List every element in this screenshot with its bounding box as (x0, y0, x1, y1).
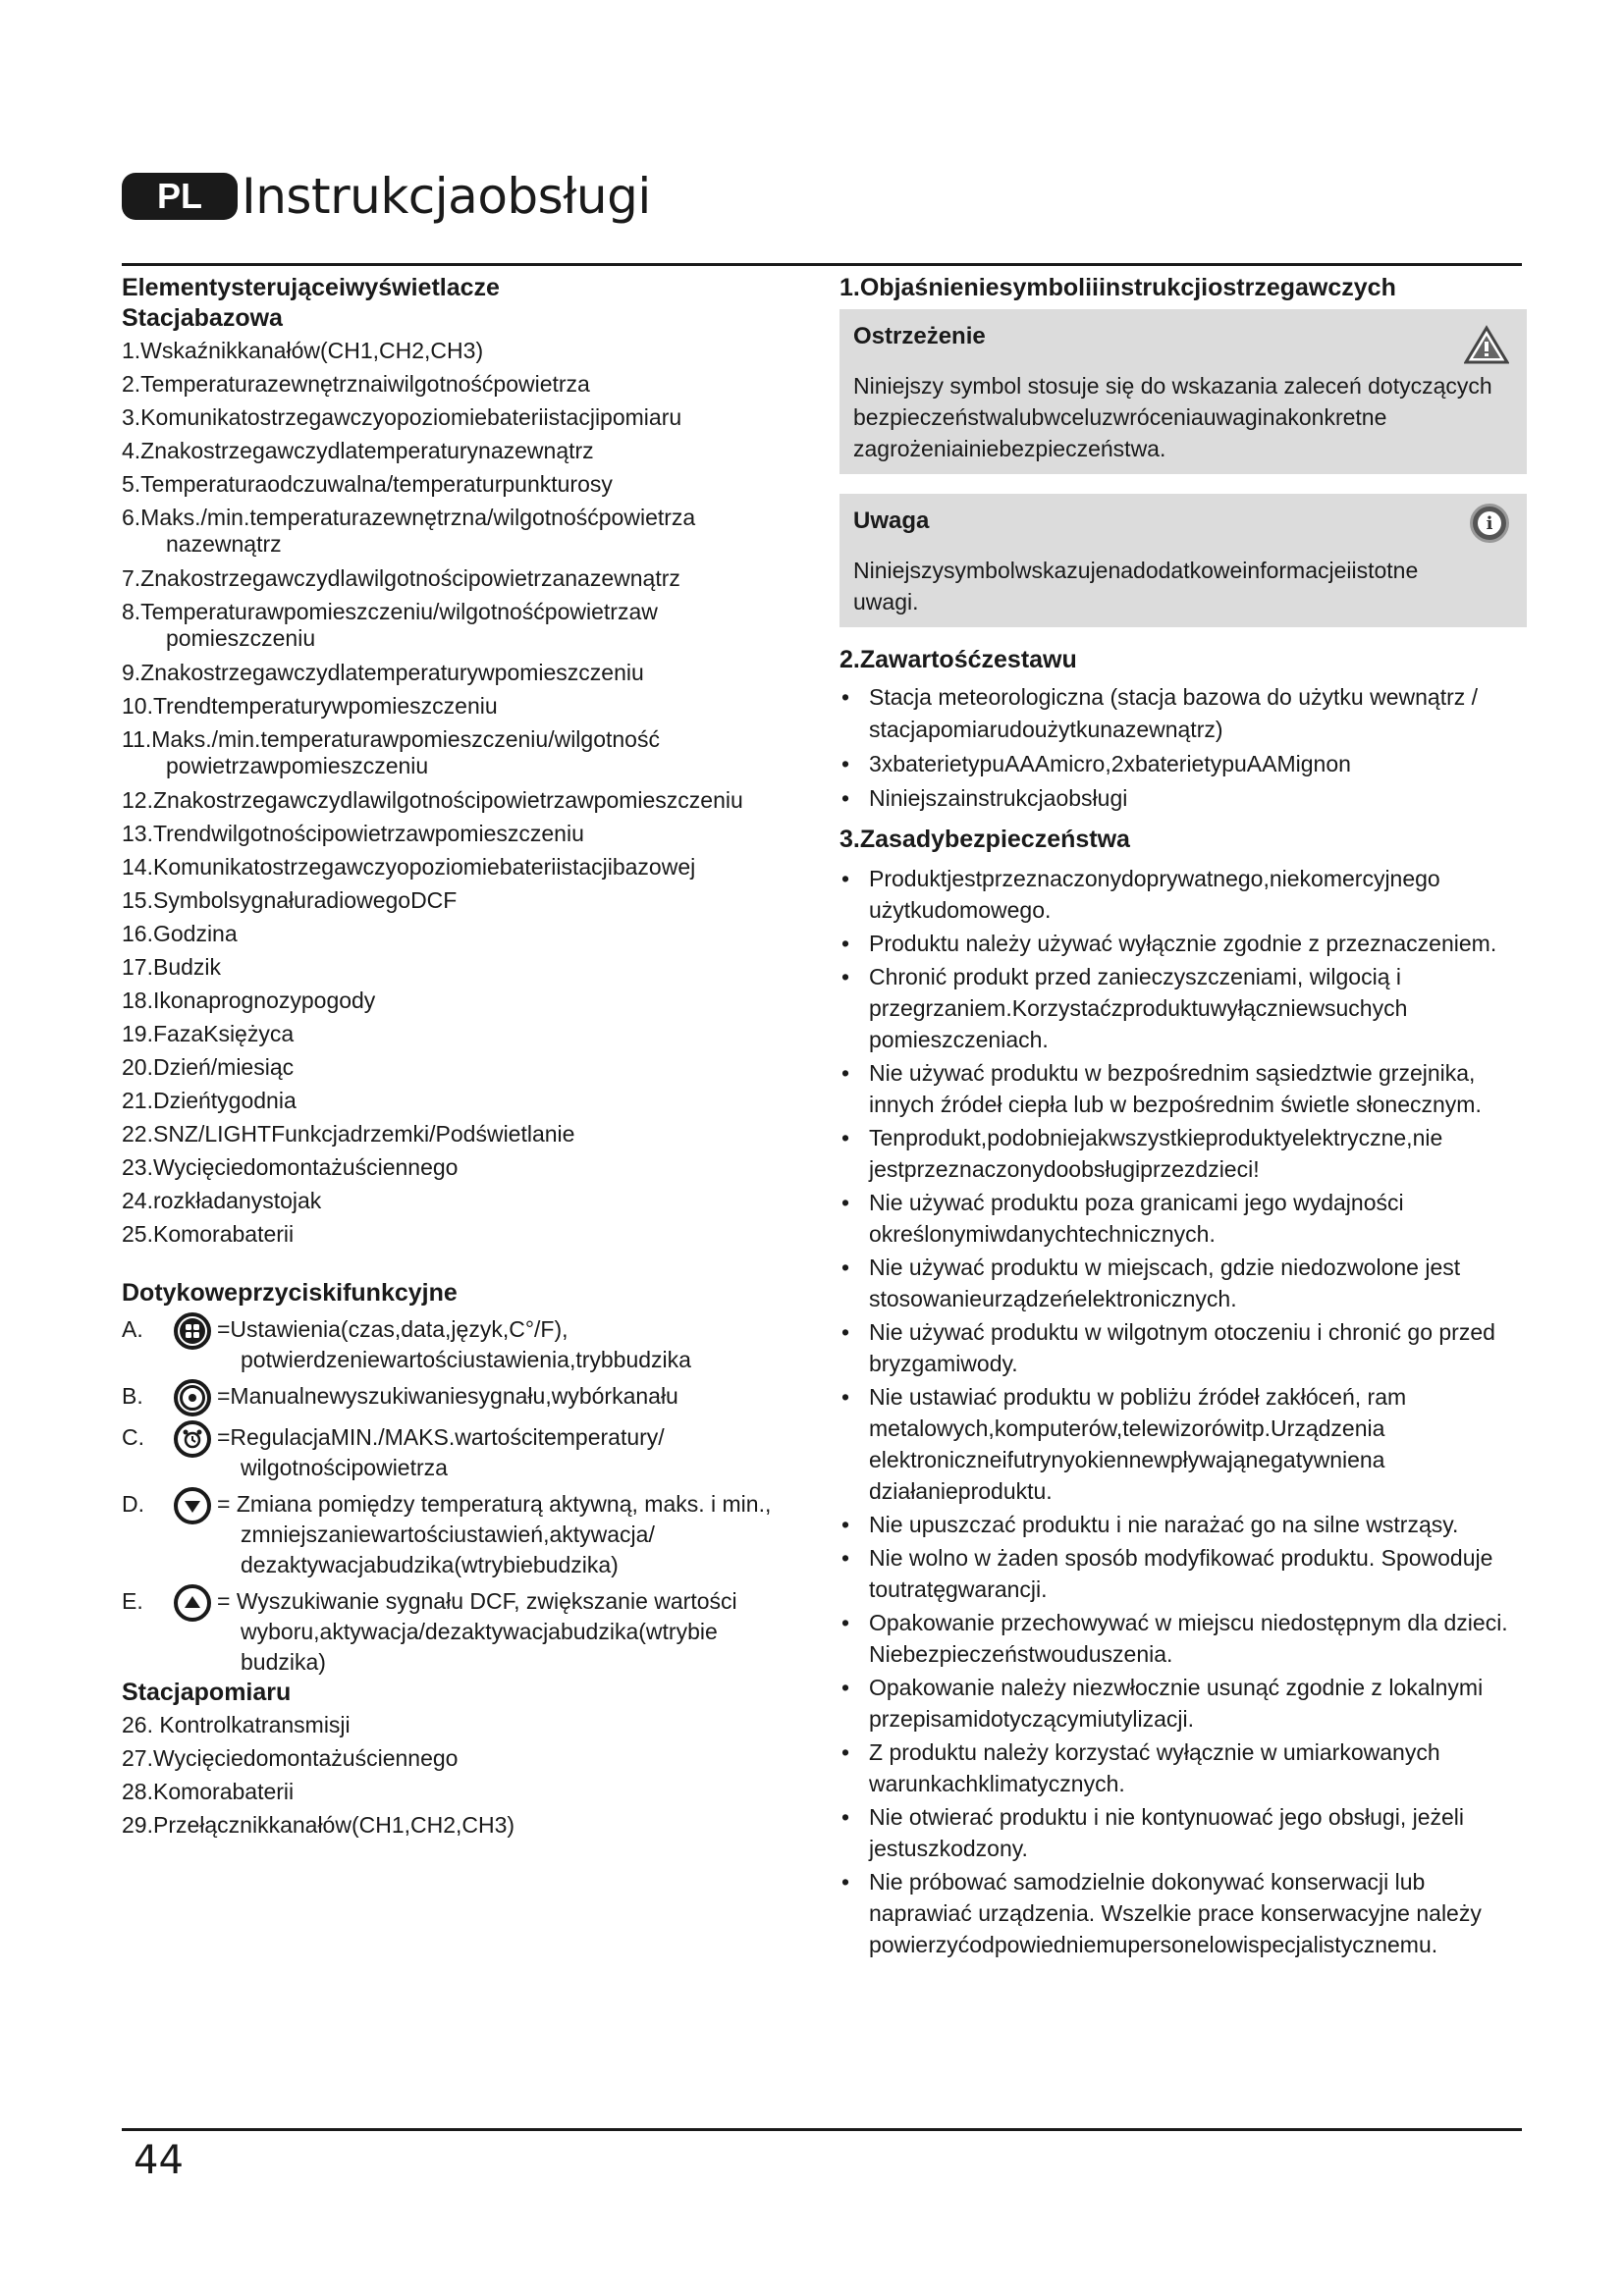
list-item: • Produktjestprzeznaczonydoprywatnego,niekomercyjnego użytkudomowego. (839, 863, 1527, 926)
list-item: • Tenprodukt,podobniejakwszystkieproduktyelektryczne,nie jestprzeznaczonydoobsługiprzezdzieci! (839, 1122, 1527, 1185)
list-item: 24.rozkładanystojak (122, 1188, 322, 1213)
button-desc: =Ustawienia(czas,data,język,C°/F), (217, 1316, 568, 1342)
list-item-continuation: nazewnątrz (166, 531, 282, 557)
list-item: • Nie upuszczać produktu i nie narażać go na silne wstrząsy. (839, 1509, 1527, 1540)
list-item: 10.Trendtemperaturywpomieszczeniu (122, 693, 498, 719)
document-title: Instrukcjaobsługi (242, 168, 651, 225)
button-desc-cont: potwierdzeniewartościustawienia,trybbudzika (241, 1347, 691, 1372)
page-header (122, 165, 651, 228)
contents-heading: 2.Zawartośćzestawu (839, 646, 1077, 673)
warning-triangle-icon (1464, 325, 1509, 364)
list-item: 9.Znakostrzegawczydlatemperaturywpomieszczeniu (122, 660, 644, 685)
sensor-heading: Stacjapomiaru (122, 1679, 292, 1706)
button-letter: E. (122, 1588, 143, 1614)
list-item: 26. Kontrolkatransmisji (122, 1712, 351, 1737)
button-desc: = Zmiana pomiędzy temperaturą aktywną, maks. i min., (217, 1491, 772, 1517)
button-row-d (122, 1489, 799, 1580)
button-desc-cont: wilgotnościpowietrza (241, 1455, 448, 1480)
list-item: • Nie używać produktu poza granicami jego wydajności określonymiwdanychtechnicznych. (839, 1187, 1527, 1250)
list-item: 1.Wskaźnikkanałów(CH1,CH2,CH3) (122, 338, 484, 363)
list-item: • Chronić produkt przed zanieczyszczeniami, wilgocią i przegrzaniem.Korzystaćzproduktuwyłączniewsuchych pomieszczeniach. (839, 961, 1527, 1055)
button-desc: =Manualnewyszukiwaniesygnału,wybórkanału (217, 1383, 678, 1409)
list-item: 11.Maks./min.temperaturawpomieszczeniu/wilgotność (122, 726, 660, 752)
list-item: 22.SNZ/LIGHTFunkcjadrzemki/Podświetlanie (122, 1121, 575, 1147)
button-desc-cont: wyboru,aktywacja/dezaktywacjabudzika(wtrybie (241, 1619, 718, 1644)
list-item: 14.Komunikatostrzegawczyopoziomiebateriistacjibazowej (122, 854, 696, 880)
list-item: 4.Znakostrzegawczydlatemperaturynazewnątrz (122, 438, 594, 463)
list-item: 3.Komunikatostrzegawczyopoziomiebateriistacjipomiaru (122, 404, 682, 430)
list-item: • Opakowanie należy niezwłocznie usunąć zgodnie z lokalnymi przepisamidotyczącymiutylizacji. (839, 1672, 1527, 1735)
list-item: • Nie próbować samodzielnie dokonywać konserwacji lub naprawiać urządzenia. Wszelkie prace konserwacyjne należy powierzyćodpowiedniemupersonelowispecjalistycznemu. (839, 1866, 1527, 1960)
info-icon: i (1470, 504, 1509, 543)
list-item: 8.Temperaturawpomieszczeniu/wilgotnośćpowietrzaw (122, 599, 658, 624)
left-column (122, 273, 799, 1842)
button-desc-cont: zmniejszaniewartościustawień,aktywacja/ (241, 1522, 655, 1547)
base-station-list (122, 334, 799, 1251)
list-item: • Z produktu należy korzystać wyłącznie w umiarkowanych warunkachklimatycznych. (839, 1736, 1527, 1799)
list-item-continuation: powietrzawpomieszczeniu (166, 753, 429, 778)
list-item: 27.Wycięciedomontażuściennego (122, 1745, 459, 1771)
button-row-e (122, 1586, 799, 1678)
button-row-c (122, 1422, 799, 1483)
warning-text: bezpieczeństwalubwceluzwróceniauwaginakonkretne (853, 404, 1387, 430)
warning-text: zagrożeniainiebezpieczeństwa. (853, 436, 1166, 461)
button-letter: B. (122, 1383, 143, 1409)
right-column (839, 273, 1527, 1962)
button-desc: = Wyszukiwanie sygnału DCF, zwiększanie wartości (217, 1588, 737, 1614)
list-item: 28.Komorabaterii (122, 1779, 295, 1804)
list-item: • Produktu należy używać wyłącznie zgodnie z przeznaczeniem. (839, 928, 1527, 959)
symbols-heading: 1.Objaśnieniesymboliiinstrukcjiostrzegawczych (839, 274, 1396, 301)
list-item: • Nie otwierać produktu i nie kontynuować jego obsługi, jeżeli jestuszkodzony. (839, 1801, 1527, 1864)
button-letter: A. (122, 1316, 143, 1342)
button-desc-cont: dezaktywacjabudzika(wtrybiebudzika) (241, 1552, 619, 1577)
safety-heading: 3.Zasadybezpieczeństwa (839, 826, 1130, 853)
list-item: 7.Znakostrzegawczydlawilgotnościpowietrzanazewnątrz (122, 565, 680, 591)
list-item: 23.Wycięciedomontażuściennego (122, 1154, 459, 1180)
channel-search-icon (174, 1379, 211, 1416)
alarm-clock-icon (174, 1420, 211, 1458)
page-number: 44 (134, 2138, 184, 2183)
list-item: • Nie używać produktu w wilgotnym otoczeniu i chronić go przed bryzgamiwody. (839, 1316, 1527, 1379)
note-title: Uwaga (853, 507, 930, 534)
list-item: 6.Maks./min.temperaturazewnętrzna/wilgotnośćpowietrza (122, 505, 696, 530)
list-item: • Nie używać produktu w bezpośrednim sąsiedztwie grzejnika, innych źródeł ciepła lub w bezpośrednim świetle słonecznym. (839, 1057, 1527, 1120)
list-item-continuation: pomieszczeniu (166, 625, 316, 651)
warning-text: Niniejszy symbol stosuje się do wskazania zaleceń dotyczących (853, 373, 1492, 399)
list-item: 15.SymbolsygnałuradiowegoDCF (122, 887, 458, 913)
list-item: 5.Temperaturaodczuwalna/temperaturpunkturosy (122, 471, 613, 497)
controls-heading: Elementysterująceiwyświetlacze (122, 274, 500, 301)
list-item: 13.Trendwilgotnościpowietrzawpomieszczeniu (122, 821, 584, 846)
contents-list (839, 681, 1527, 815)
sensor-list (122, 1708, 799, 1842)
safety-list (839, 863, 1527, 1960)
top-rule (122, 263, 1522, 266)
note-text: Niniejszysymbolwskazujenadodatkoweinformacjeiistotne (853, 558, 1419, 583)
list-item: 20.Dzień/miesiąc (122, 1054, 295, 1080)
button-row-a (122, 1314, 799, 1375)
button-letter: D. (122, 1491, 144, 1517)
warning-title: Ostrzeżenie (853, 323, 986, 349)
list-item: • Stacja meteorologiczna (stacja bazowa do użytku wewnątrz / stacjapomiarudoużytkunazewnątrz) (839, 681, 1527, 746)
list-item: • Nie wolno w żaden sposób modyfikować produktu. Spowoduje toutratęgwarancji. (839, 1542, 1527, 1605)
arrow-up-icon (174, 1584, 211, 1622)
list-item: • Opakowanie przechowywać w miejscu niedostępnym dla dzieci. Niebezpieczeństwouduszenia. (839, 1607, 1527, 1670)
list-item: 19.FazaKsiężyca (122, 1021, 295, 1046)
list-item: 25.Komorabaterii (122, 1221, 295, 1247)
language-badge: PL (122, 173, 238, 220)
list-item: 17.Budzik (122, 954, 222, 980)
arrow-down-icon (174, 1487, 211, 1524)
list-item: • 3xbaterietypuAAAmicro,2xbaterietypuAAMignon (839, 748, 1527, 780)
button-letter: C. (122, 1424, 144, 1450)
list-item: 12.Znakostrzegawczydlawilgotnościpowietrzawpomieszczeniu (122, 787, 743, 813)
button-desc-cont: budzika) (241, 1649, 326, 1675)
list-item: 2.Temperaturazewnętrznaiwilgotnośćpowietrza (122, 371, 590, 397)
base-station-heading: Stacjabazowa (122, 304, 283, 332)
settings-grid-icon (174, 1312, 211, 1350)
list-item: • Niniejszainstrukcjaobsługi (839, 782, 1527, 815)
note-text: uwagi. (853, 589, 919, 614)
warning-box (839, 309, 1527, 474)
touch-buttons-heading: Dotykoweprzyciskifunkcyjne (122, 1279, 458, 1307)
button-desc: =RegulacjaMIN./MAKS.wartościtemperatury/ (217, 1424, 665, 1450)
list-item: • Nie używać produktu w miejscach, gdzie niedozwolone jest stosowanieurządzeńelektronicznych. (839, 1252, 1527, 1314)
list-item: 21.Dzieńtygodnia (122, 1088, 297, 1113)
list-item: • Nie ustawiać produktu w pobliżu źródeł zakłóceń, ram metalowych,komputerów,telewizorówitp.Urządzenia elektroniczneifutrynyokiennewpływająnegatywniena działanieproduktu. (839, 1381, 1527, 1507)
bottom-rule (122, 2128, 1522, 2131)
list-item: 16.Godzina (122, 921, 238, 946)
list-item: 18.Ikonaprognozypogody (122, 988, 376, 1013)
note-box (839, 494, 1527, 627)
list-item: 29.Przełącznikkanałów(CH1,CH2,CH3) (122, 1812, 515, 1838)
button-row-b (122, 1381, 799, 1416)
